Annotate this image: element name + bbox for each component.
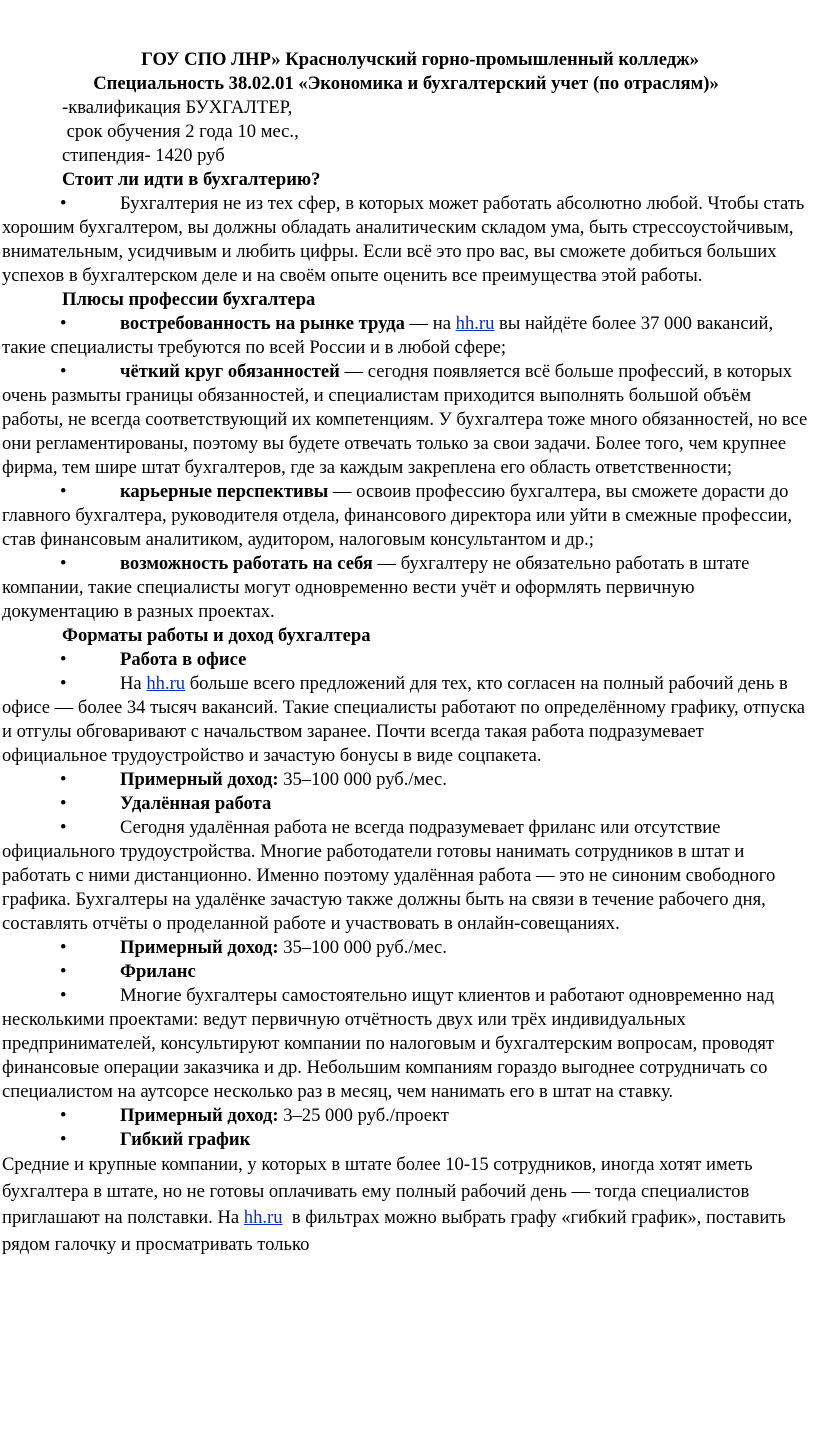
bullet-icon: • xyxy=(60,1105,67,1126)
paragraph-text: Бухгалтерия не из тех сфер, в которых может работать абсолютно любой. Чтобы стать хорошим бухгалтером, вы должны обладать аналитическим складом ума, быть стрессоустойчивым, внимательным, усидчивым и любить цифры. Если всё это про вас, вы сможете добиться больших успехов в бухгалтерском деле и на своём опыте оценить все преимущества этой работы. xyxy=(2,193,805,286)
bullet-icon: • xyxy=(60,361,67,382)
college-title: ГОУ СПО ЛНР» Краснолучский горно-промышленный колледж» xyxy=(141,49,699,70)
item-text: — сегодня появляется всё больше профессий, в которых очень размыты границы обязанностей, и специалистам приходится выполнять большой объём работы, не всегда соответствующий их компетенциям. У бухгалтера тоже много обязанностей, но все они регламентированы, поэтому вы будете отвечать только за свои задачи. Более того, чем крупнее фирма, тем шире штат бухгалтеров, где за каждым закреплена его область ответственности; xyxy=(2,361,808,478)
item-text: Сегодня удалённая работа не всегда подразумевает фриланс или отсутствие официального трудоустройства. Многие работодатели готовы нанимать сотрудников в штат и работать с ними дистанционно. Именно поэтому удалённая работа — это не синоним свободного графика. Бухгалтеры на удалёнке зачастую также должны быть на связи в течение рабочего дня, составлять отчёты о проделанной работе и участвовать в онлайн-совещаниях. xyxy=(2,817,776,934)
bullet-icon: • xyxy=(60,937,67,958)
item-text: — освоив профессию бухгалтера, вы сможете дорасти до главного бухгалтера, руководителя отдела, финансового директора или уйти в смежные профессии, став финансовым аналитиком, аудитором, налоговым консультантом и др.; xyxy=(2,481,793,550)
item-bold-label: карьерные перспективы xyxy=(120,481,329,502)
hh-link[interactable]: hh.ru xyxy=(455,313,495,334)
stipend-line: стипендия- 1420 руб xyxy=(62,145,225,166)
bullet-icon: • xyxy=(60,193,67,214)
income-label: Примерный доход: xyxy=(120,769,279,790)
bullet-icon: • xyxy=(60,649,67,670)
subheading-freelance: Фриланс xyxy=(120,961,196,982)
list-item xyxy=(0,792,816,816)
hh-link[interactable]: hh.ru xyxy=(243,1207,283,1228)
bullet-icon: • xyxy=(60,817,67,838)
item-bold-label: востребованность на рынке труда xyxy=(120,313,405,334)
bullet-icon: • xyxy=(60,313,67,334)
list-item xyxy=(0,768,816,792)
item-text: вы найдёте более 37 000 вакансий, такие специалисты требуются по всей России и в любой сфере; xyxy=(2,313,774,358)
qualification-line: -квалификация БУХГАЛТЕР, xyxy=(62,97,293,118)
list-item xyxy=(0,936,816,960)
item-text: На xyxy=(120,673,147,694)
hh-link[interactable]: hh.ru xyxy=(146,673,186,694)
bullet-icon: • xyxy=(60,985,67,1006)
subheading-office: Работа в офисе xyxy=(120,649,247,670)
specialty-title: Специальность 38.02.01 «Экономика и бухгалтерский учет (по отраслям)» xyxy=(93,73,719,94)
bullet-icon: • xyxy=(60,769,67,790)
list-item xyxy=(0,192,816,288)
section-heading-pros: Плюсы профессии бухгалтера xyxy=(62,289,316,310)
income-value: 3–25 000 руб./проект xyxy=(278,1105,449,1126)
section-heading-worth: Стоит ли идти в бухгалтерию? xyxy=(62,169,321,190)
duration-line: срок обучения 2 года 10 мес., xyxy=(62,121,299,142)
bullet-icon: • xyxy=(60,673,67,694)
list-item xyxy=(0,552,816,624)
item-text: больше всего предложений для тех, кто согласен на полный рабочий день в офисе — более 34 тысяч вакансий. Такие специалисты работают по определённому графику, отпуска и отгулы обговаривают с начальством заранее. Почти всегда такая работа подразумевает официальное трудоустройство и зачастую бонусы в виде соцпакета. xyxy=(2,673,805,766)
income-value: 35–100 000 руб./мес. xyxy=(278,769,447,790)
bullet-icon: • xyxy=(60,481,67,502)
bullet-icon: • xyxy=(60,553,67,574)
income-value: 35–100 000 руб./мес. xyxy=(278,937,447,958)
item-text: Средние и крупные компании, у которых в штате более 10-15 сотрудников, иногда хотят иметь бухгалтера в штате, но не готовы оплачивать ему полный рабочий день — тогда специалистов приглашают на полставки. На xyxy=(2,1154,758,1228)
list-item xyxy=(0,1104,816,1128)
item-text: — на xyxy=(404,313,456,334)
list-item xyxy=(0,960,816,984)
list-item xyxy=(0,984,816,1104)
bullet-icon: • xyxy=(60,1129,67,1150)
list-item xyxy=(0,672,816,768)
item-text: в фильтрах можно выбрать графу «гибкий график», поставить рядом галочку и просматривать только xyxy=(2,1207,791,1255)
section-heading-formats: Форматы работы и доход бухгалтера xyxy=(62,625,371,646)
flex-paragraph xyxy=(0,1152,816,1258)
item-bold-label: возможность работать на себя xyxy=(120,553,373,574)
subheading-flex: Гибкий график xyxy=(120,1129,251,1150)
list-item xyxy=(0,480,816,552)
list-item xyxy=(0,360,816,480)
item-text: Многие бухгалтеры самостоятельно ищут клиентов и работают одновременно над несколькими проектами: ведут первичную отчётность двух или трёх индивидуальных предпринимателей, консультируют компании по налоговым и бухгалтерским вопросам, проводят финансовые операции заказчика и др. Небольшим компаниям гораздо выгоднее сотрудничать со специалистом на аутсорсе несколько раз в месяц, чем нанимать его в штат на ставку. xyxy=(2,985,775,1102)
income-label: Примерный доход: xyxy=(120,1105,279,1126)
income-label: Примерный доход: xyxy=(120,937,279,958)
list-item xyxy=(0,648,816,672)
item-bold-label: чёткий круг обязанностей xyxy=(120,361,340,382)
bullet-icon: • xyxy=(60,961,67,982)
list-item xyxy=(0,816,816,936)
list-item xyxy=(0,1128,816,1152)
bullet-icon: • xyxy=(60,793,67,814)
item-text: — бухгалтеру не обязательно работать в штате компании, такие специалисты могут одновременно вести учёт и оформлять первичную документацию в разных проектах. xyxy=(2,553,750,622)
list-item xyxy=(0,312,816,360)
subheading-remote: Удалённая работа xyxy=(120,793,272,814)
